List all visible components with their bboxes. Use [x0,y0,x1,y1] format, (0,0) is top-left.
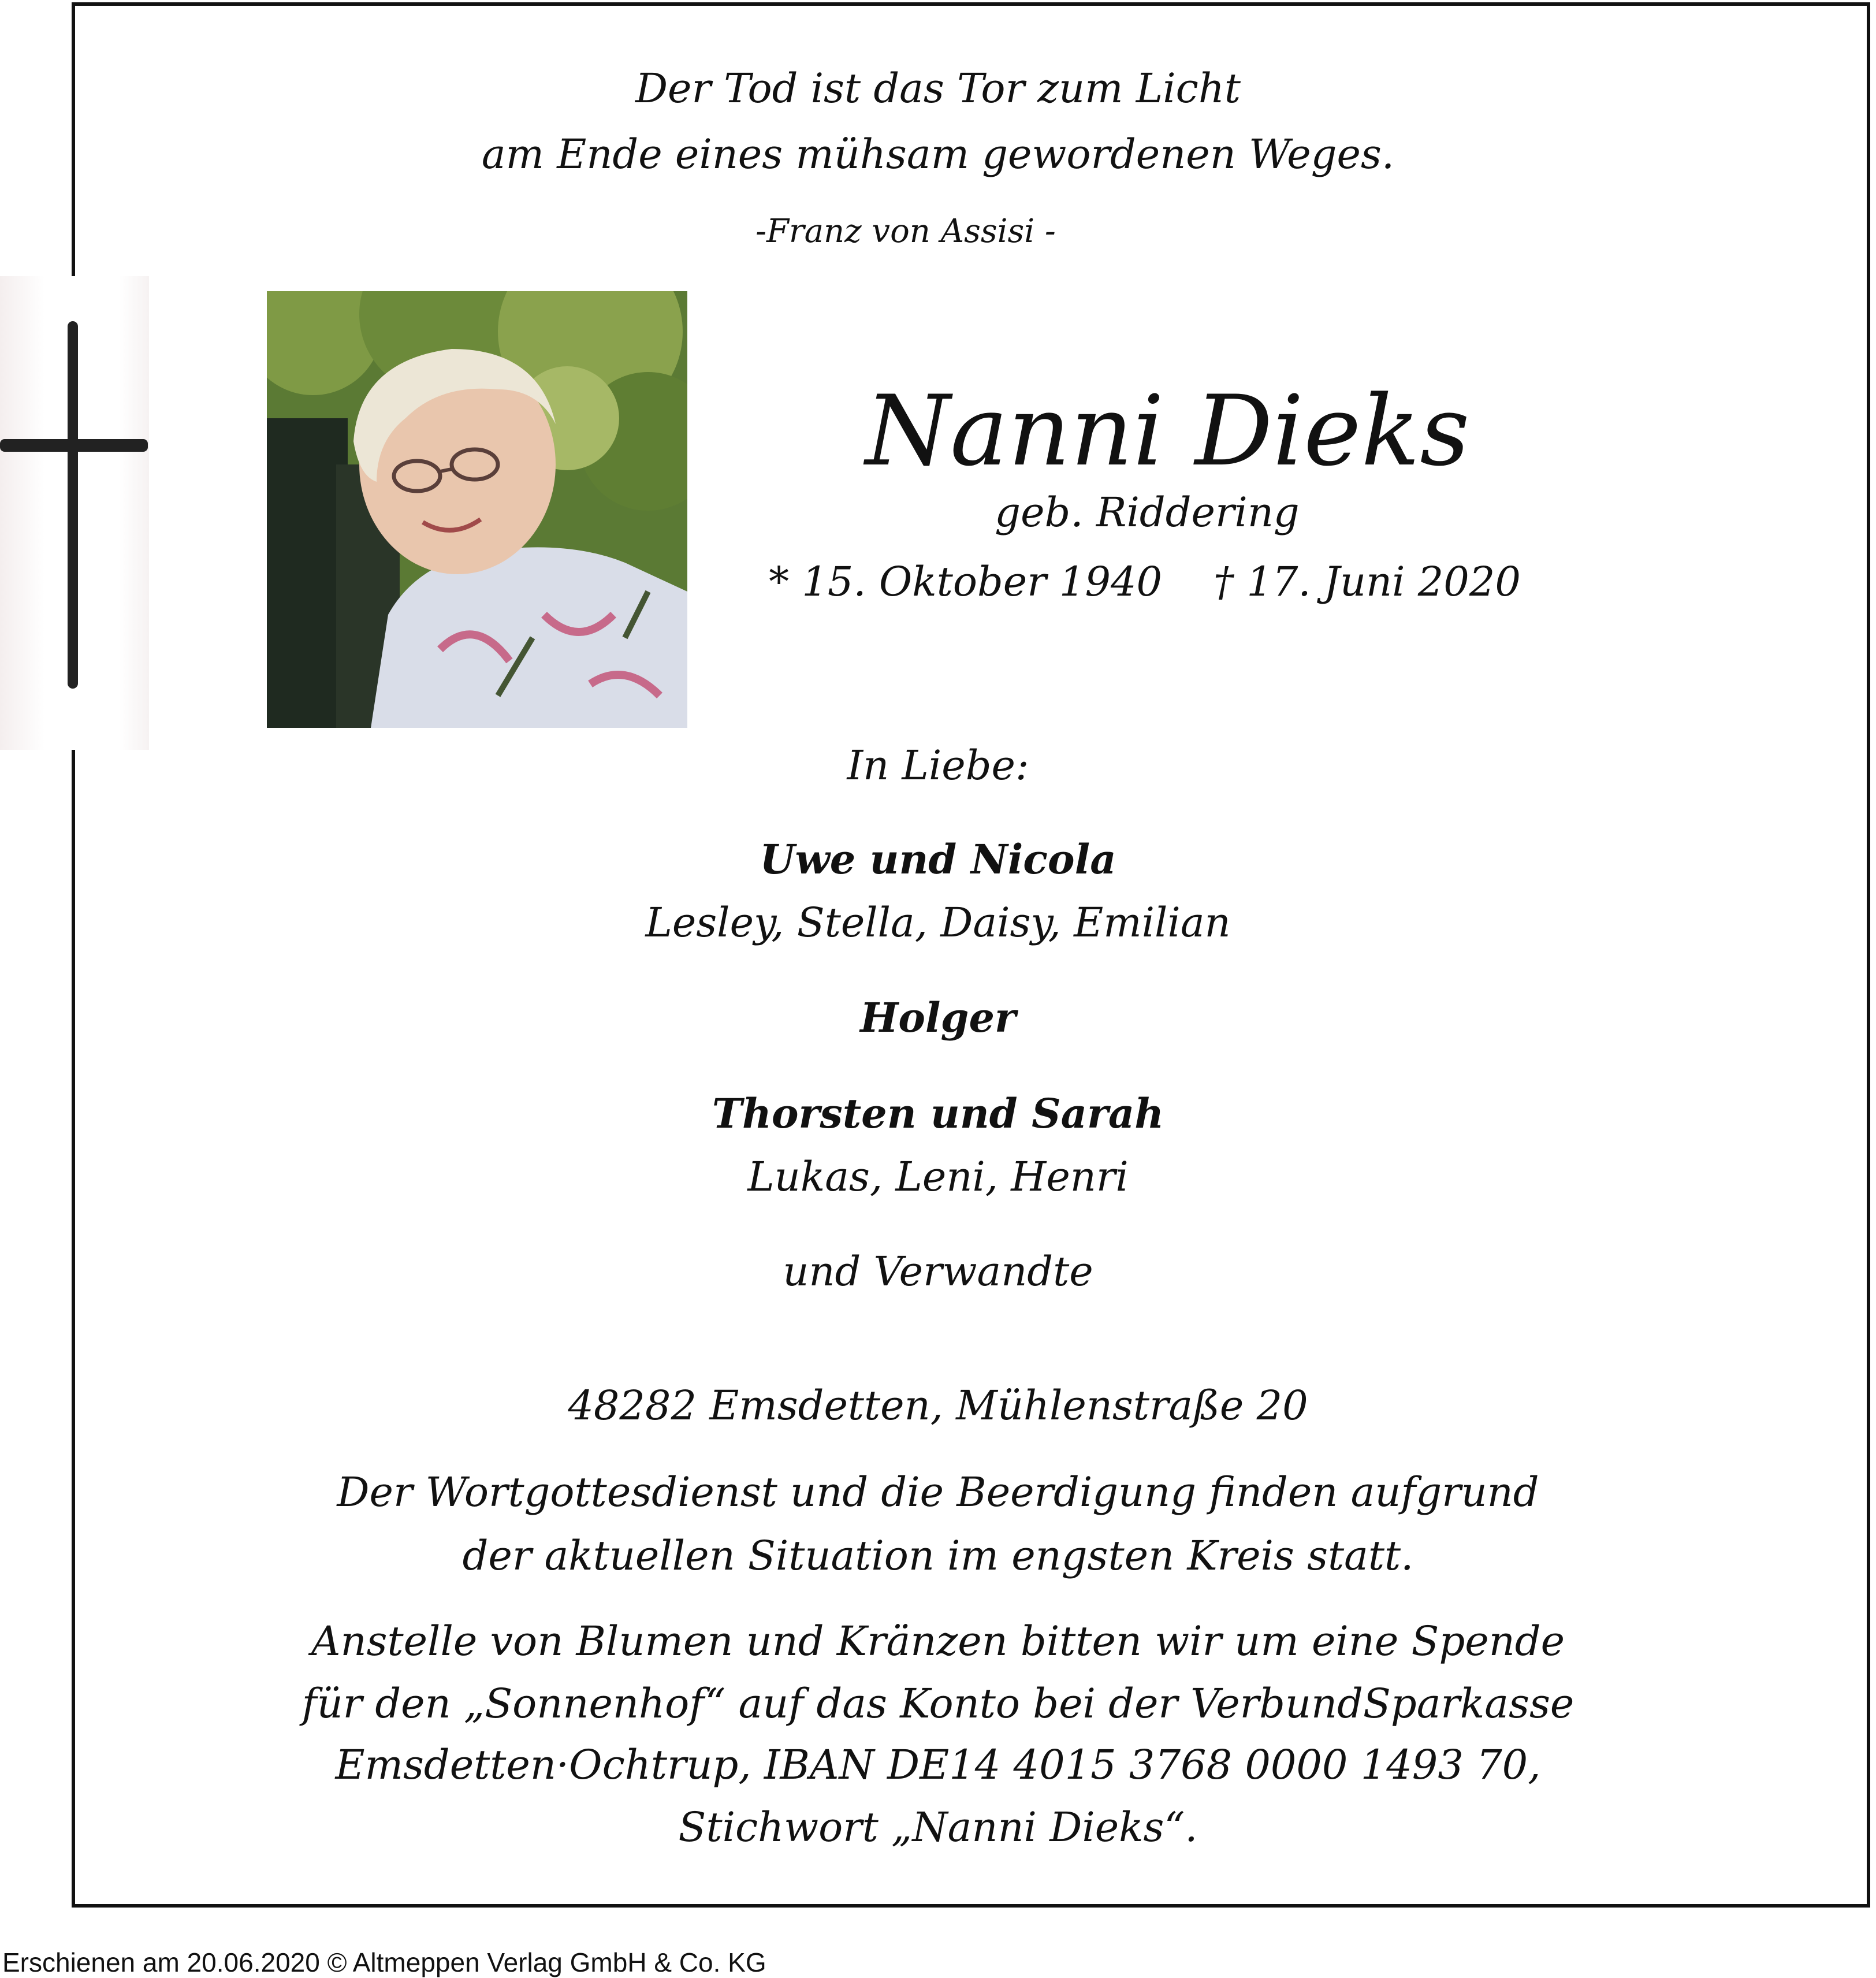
birth-name: geb. Riddering [995,489,1300,536]
service-line-1: Der Wortgottesdienst und die Beerdigung finden aufgrund [337,1468,1539,1516]
service-line-2: der aktuellen Situation im engsten Kreis statt. [462,1532,1414,1579]
donation-line-3: Emsdetten·Ochtrup, IBAN DE14 4015 3768 0000 1493 70, [335,1741,1541,1789]
address-line: 48282 Emsdetten, Mühlenstraße 20 [568,1382,1308,1429]
relatives-line: und Verwandte [783,1248,1093,1295]
quote-source: -Franz von Assisi - [755,213,1056,250]
quote-line-1: Der Tod ist das Tor zum Licht [635,65,1241,112]
life-dates: * 15. Oktober 1940 † 17. Juni 2020 [769,558,1521,605]
donation-line-1: Anstelle von Blumen und Kränzen bitten wir um eine Spende [311,1618,1565,1665]
mourner-group-1-children: Lesley, Stella, Daisy, Emilian [645,899,1231,946]
publication-footer: Erschienen am 20.06.2020 © Altmeppen Verlag GmbH & Co. KG [2,1947,766,1977]
mourner-group-3-children: Lukas, Leni, Henri [747,1153,1129,1200]
deceased-name: Nanni Dieks [865,374,1470,488]
donation-line-4: Stichwort „Nanni Dieks“. [678,1804,1198,1851]
donation-line-2: für den „Sonnenhof“ auf das Konto bei der VerbundSparkasse [302,1680,1574,1727]
quote-line-2: am Ende eines mühsam gewordenen Weges. [481,131,1395,178]
mourner-group-2: Holger [860,994,1016,1042]
mourners-intro: In Liebe: [847,742,1029,789]
mourner-group-1: Uwe und Nicola [760,835,1116,883]
mourner-group-3: Thorsten und Sarah [712,1090,1164,1137]
